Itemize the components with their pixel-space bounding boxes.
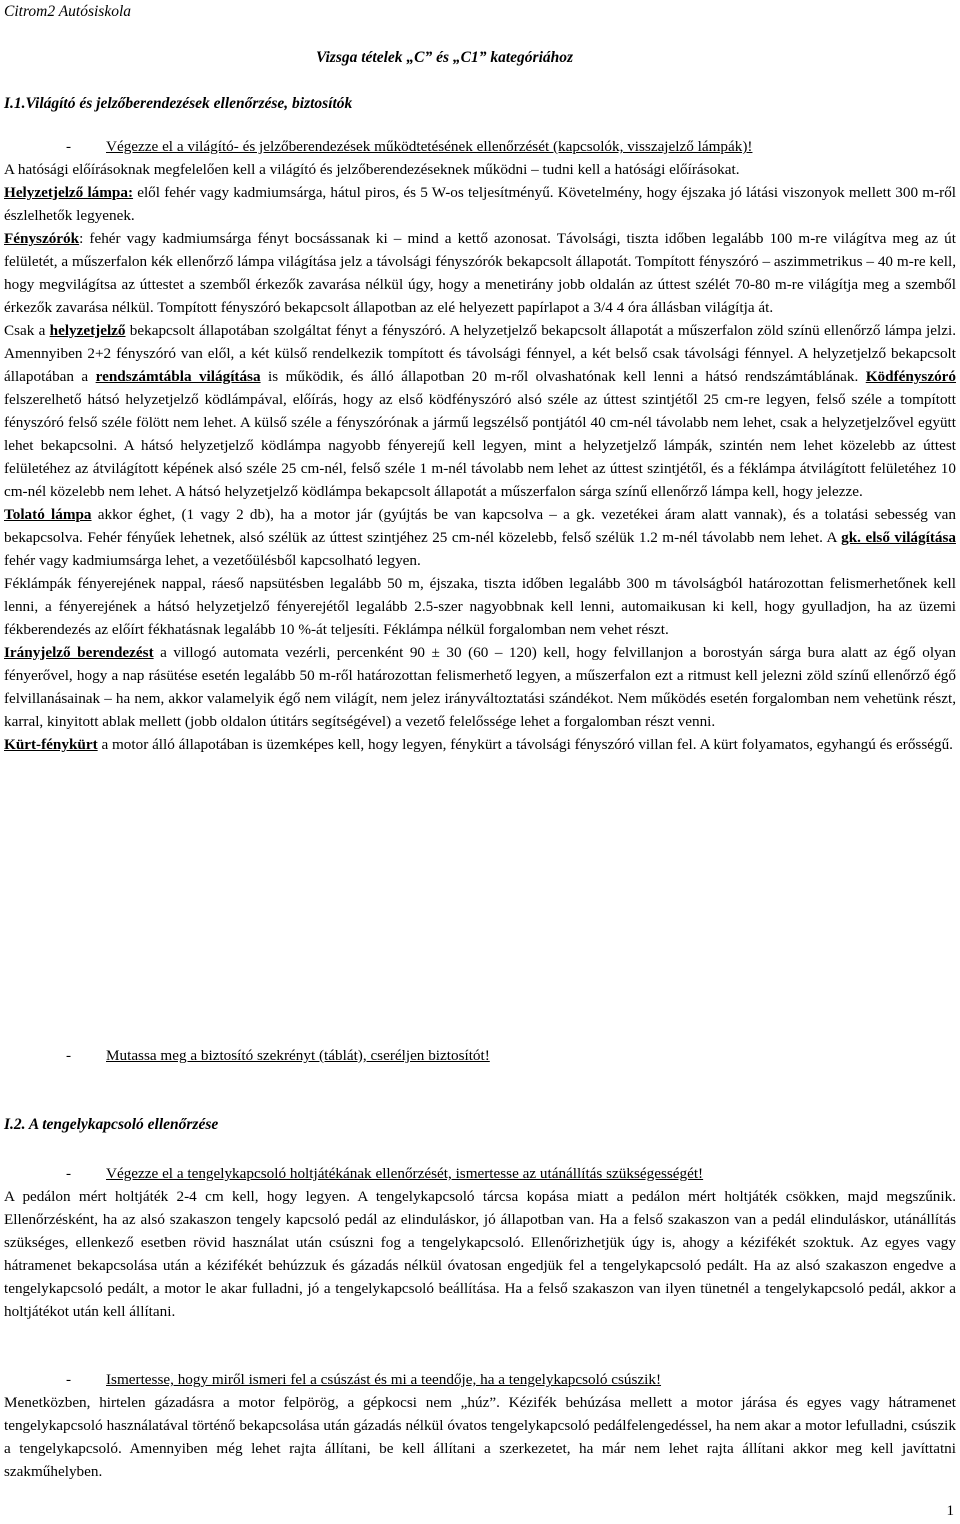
paragraph-regulations: A hatósági előírásoknak megfelelően kell a világító és jelzőberendezéseknek működni – tudni kell a hatósági előírásokat. [4, 161, 740, 178]
paragraph-text: elől fehér vagy kadmiumsárga, hátul piros, és 5 W-os teljesítményű. Követelmény, hogy éjszaka jó látási viszonyok mellett 300 m-ről észlelhetők legyenek. [4, 184, 957, 224]
paragraph-text: bekapcsolt állapotában szolgáltat fényt a fényszóró. A helyzetjelző bekapcsolt állapotát a műszerfalon zöld színü ellenőrző lámpa jelzi. Amennyiben 2+2 fényszóró van elől, a két külső rendelkezik tompított és távolsági fénnyel, a két belső csak távolsági fénnyel. A helyzetjelző bekapcsolt állapotában a [4, 322, 956, 385]
term-fog-light: Ködfényszóró [865, 368, 957, 385]
paragraph-clutch-slip: Menetközben, hirtelen gázadásra a motor felpörög, a gépkocsi nem „húz”. Kézifék behúzása mellett a motor járása és egyes vagy hátramenet tengelykapcsoló használatával történő bekapcsolása után gázadás nélkül óvatos tengelykapcsoló pedálfelengedéssel, ha nem akar a motor lefulladni, csúszik a tengelykapcsoló. Amennyiben még lehet rajta állítani, be kell állítani a szerkezetet, ha már nem lehet rajta állítani akkor meg kell javíttatni szakműhelyben. [4, 1394, 956, 1480]
term-position-light: helyzetjelző [49, 322, 126, 339]
paragraph-indicators [4, 641, 956, 733]
paragraph-reverse-lamp [4, 503, 956, 572]
section-1-body [4, 158, 956, 756]
instruction-4 [66, 1368, 661, 1391]
section-2-body-2 [4, 1391, 956, 1483]
bullet-dash: - [66, 1165, 72, 1182]
term-horn: Kürt-fénykürt [4, 736, 98, 753]
instruction-3 [66, 1162, 703, 1185]
instruction-1 [66, 135, 752, 158]
section-heading-2: I.2. A tengelykapcsoló ellenőrzése [4, 1116, 219, 1133]
term-plate-light: rendszámtábla világítása [95, 368, 261, 385]
section-2-body-1 [4, 1185, 956, 1323]
paragraph-text: a villogó automata vezérli, percenként 90 ± 30 (60 – 120) kell, hogy felvillanjon a borostyán sárga bura alatt az égő olyan fényerővel, hogy a nap rásütése esetén legalább 50 m-ről határozottan felismerhető legyen, a műszerfalon ezt a ritmust kell jelezni zöld színű ellenőrző égő felvillanásainak – ha nem, akkor valamelyik égő nem világít, nem jelez irányváltoztatási szándékot. Nem működés esetén forgalomban nem vehetünk részt, karral, kinyitott ablak mellett (jobb oldalon útitárs segítségével) a vezető felelőssége lehet a forgalomban részt venni. [4, 644, 956, 730]
school-name: Citrom2 Autósiskola [4, 3, 132, 20]
instruction-3-text: Végezze el a tengelykapcsoló holtjátékának ellenőrzését, ismertesse az utánállítás szükségességét! [106, 1165, 704, 1182]
paragraph-text: : fehér vagy kadmiumsárga fényt bocsássanak ki – mind a kettő azonosat. Távolsági, tiszta időben legalább 100 m-re világítva meg az út felületét, a műszerfalon kék ellenőrző lámpa világítása jelz a távolsági fényszórók bekapcsolt állapotát. Tompított fényszóró – aszimmetrikus – 40 m-re kell, hogy megvilágítsa az úttestet a szemből érkezők zavarása nélkül úgy, hogy a menetirány jobb oldalán az úttest szélét 70-80 m-re világítja meg a szemből érkezők zavarása nélkül. Tompított fényszóró bekapcsolt állapotban az elé helyezett papírlapot a 3/4 4 óra állásban világítja át. [4, 230, 956, 316]
paragraph-text: fehér vagy kadmiumsárga lehet, a vezetőülésből kapcsolható legyen. [4, 552, 421, 569]
bullet-dash: - [66, 1047, 72, 1064]
paragraph-text: akkor éghet, (1 vagy 2 db), ha a motor jár (gyújtás be van kapcsolva – a gk. vezetékei áram alatt vannak), és a tolatási sebesség van bekapcsolva. Fehér fényűek lehetnek, alsó szélük az úttest szintjéhez 25 cm-nél közelebb, felső szélük 1.2 m-nél távolabb nem lehet. A [4, 506, 956, 546]
paragraph-position-lamp [4, 181, 956, 227]
paragraph-headlights [4, 227, 956, 319]
paragraph-text: Csak a [4, 322, 50, 339]
page-number: 1 [946, 1503, 954, 1519]
bullet-dash: - [66, 138, 72, 155]
exam-title: Vizsga tételek „C” és „C1” kategóriához [316, 49, 574, 66]
paragraph-text: felszerelhető hátsó helyzetjelző ködlámpával, előírás, hogy az első ködfényszóró alsó széle az úttest szintjétől 25 cm-re legyen, felső széle a tompított fényszóró felső széle fölött nem lehet. A külső széle a fényszórónak a jármű legszélső pontjától 40 cm-nél távolabb nem lehet, csak a helyzetjelzővel együtt lehet bekapcsolni. A hátsó helyzetjelző ködlámpa nagyobb fényerejű kell legyen, mint a helyzetjelző lámpák, szintén nem lehet közelebb az úttest felületéhez az átvilágított képének alsó széle 25 cm-nél, felső széle 1 m-nél távolabb nem lehet az úttest szintjétől, és a féklámpa átvilágított felületéhez 10 cm-nél közelebb nem lehet. A hátsó helyzetjelző ködlámpa bekapcsolt állapotát a műszerfalon sárga színű ellenőrző lámpa kell, hogy jelezze. [4, 391, 956, 500]
term-indicators: Irányjelző berendezést [4, 644, 154, 661]
term-headlights: Fényszórók [4, 230, 80, 247]
paragraph-clutch-play: A pedálon mért holtjáték 2-4 cm kell, hogy legyen. A tengelykapcsoló tárcsa kopása miatt a pedálon mért holtjáték csökken, majd megszűnik. Ellenőrzésként, ha az alsó szakaszon tengely kapcsoló pedál az elinduláskor, jó állapotban van. Ha a felső szakaszon van a pedál elinduláskor, utánállítás szükséges, ellenkező esetben rövid használat után csúszni fog a tengelykapcsoló. Ellenőrizhetjük úgy is, ahogy a kézifékét szoktuk. Az egyes vagy hátramenet bekapcsolása után a kézifékét behúzzuk és gázadás nélkül óvatosan engedjük fel a tengelykapcsoló pedált. Ha az alsó szakaszon engedve a tengelykapcsoló pedált, a motor le akar fulladni, jó a tengelykapcsoló beállítása. Ha a felső szakaszon van ilyen tünetnél a tengelykapcsoló pedál, akkor a holtjátékot után kell állítani. [4, 1188, 956, 1320]
paragraph-horn [4, 733, 956, 756]
instruction-2-text: Mutassa meg a biztosító szekrényt (táblát), cseréljen biztosítót! [106, 1047, 490, 1064]
bullet-dash: - [66, 1371, 72, 1388]
instruction-4-text: Ismertesse, hogy miről ismeri fel a csúszást és mi a teendője, ha a tengelykapcsoló csúszik! [106, 1371, 662, 1388]
paragraph-text: is működik, és álló állapotban 20 m-ről olvashatónak kell lenni a hátsó rendszámtáblának. [260, 368, 866, 385]
instruction-1-text: Végezze el a világító- és jelzőberendezések működtetésének ellenőrzését (kapcsolók, visszajelző lámpák)! [106, 138, 753, 155]
paragraph-brake-lamps: Féklámpák fényerejének nappal, ráeső napsütésben legalább 50 m, éjszaka, tiszta időben legalább 300 m távolságból határozottan felismerhetőnek kell lenni, a fényerejének a hátsó helyzetjelző fényerejétől legalább 2.5-szer nagyobbnak kell lenni, automaikusan ki kell, hogy gyulladjon, ha az üzemi fékberendezés az előírt fékhatásnak legalább 10 %-át teljesíti. Féklámpa nélkül forgalomban nem vehet részt. [4, 575, 956, 638]
term-reverse-lamp: Tolató lámpa [4, 506, 92, 523]
instruction-2 [66, 1044, 490, 1067]
section-heading-1: I.1.Világító és jelzőberendezések ellenőrzése, biztosítók [4, 95, 353, 112]
term-front-lighting: gk. első világítása [841, 529, 956, 546]
paragraph-text: a motor álló állapotában is üzemképes kell, hogy legyen, fénykürt a távolsági fényszóró villan fel. A kürt folyamatos, egyhangú és erősségű. [97, 736, 953, 753]
term-position-lamp: Helyzetjelző lámpa: [4, 184, 134, 201]
paragraph-position-fog [4, 319, 956, 503]
